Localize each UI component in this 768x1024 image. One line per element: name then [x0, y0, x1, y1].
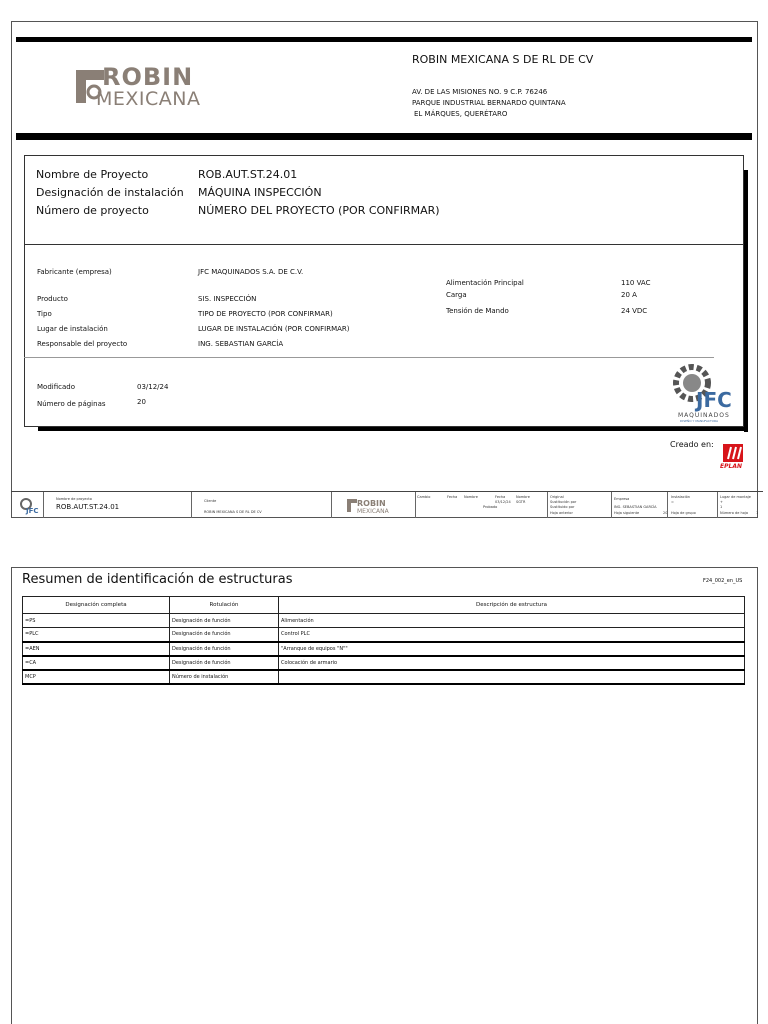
- fabricante-label: Fabricante (empresa): [37, 268, 112, 276]
- header-thick-rule: [16, 133, 752, 140]
- address-line-1: AV. DE LAS MISIONES NO. 9 C.P. 76246: [412, 88, 548, 96]
- tb-divider: [547, 492, 548, 518]
- cell-descripcion: Colocación de armario: [279, 656, 745, 670]
- cell-designacion: MCP: [23, 670, 170, 684]
- tipo-label: Tipo: [37, 310, 52, 318]
- robin-mini-logo: [347, 497, 397, 515]
- table-row: [23, 642, 745, 656]
- tb-lugar-symbol: +: [720, 500, 723, 504]
- summary-title: Resumen de identificación de estructuras: [22, 572, 293, 587]
- cell-descripcion: Control PLC: [279, 628, 745, 642]
- tb-probado: Probado: [483, 505, 498, 509]
- tipo-value: TIPO DE PROYECTO (POR CONFIRMAR): [198, 310, 333, 318]
- cell-designacion: =PLC: [23, 628, 170, 642]
- cell-designacion: =PS: [23, 614, 170, 628]
- tb-divider: [331, 492, 332, 518]
- installation-label: Designación de instalación: [36, 186, 184, 199]
- table-row: [23, 628, 745, 642]
- producto-value: SIS. INSPECCIÓN: [198, 295, 257, 303]
- responsable-value: ING. SEBASTIAN GARCÍA: [198, 340, 284, 348]
- tb-hoja-siguiente-value: 20: [663, 511, 668, 515]
- table-row: [23, 656, 745, 670]
- alimentacion-label: Alimentación Principal: [446, 279, 524, 287]
- project-name-label: Nombre de Proyecto: [36, 168, 149, 181]
- address-line-2: PARQUE INDUSTRIAL BERNARDO QUINTANA: [412, 99, 566, 107]
- header-designacion: Designación completa: [23, 597, 170, 614]
- title-block: [11, 491, 763, 517]
- tb-original: Original: [550, 495, 564, 499]
- carga-label: Carga: [446, 291, 467, 299]
- tb-instalacion: Instalación: [671, 495, 690, 499]
- form-code: F24_002_en_US: [703, 578, 743, 584]
- eplan-logo: [719, 444, 747, 474]
- tb-project-value: ROB.AUT.ST.24.01: [56, 503, 120, 511]
- tb-divider: [191, 492, 192, 518]
- tb-hoja-uno: 1: [720, 505, 723, 509]
- tb-client-value: ROBIN MEXICANA S DE RL DE CV: [204, 510, 262, 514]
- tb-lugar-montaje: Lugar de montaje: [720, 495, 751, 499]
- carga-value: 20 A: [621, 291, 637, 299]
- top-thick-rule: [16, 37, 752, 42]
- installation-value: MÁQUINA INSPECCIÓN: [198, 186, 322, 199]
- tb-project-label: Nombre de proyecto: [56, 497, 92, 501]
- logo-word-mexicana: MEXICANA: [96, 88, 201, 110]
- info-separator-1: [24, 244, 744, 245]
- tb-divider: [415, 492, 416, 518]
- structure-table: [22, 596, 745, 685]
- cell-designacion: =CA: [23, 656, 170, 670]
- tb-col-fecha2: Fecha: [495, 495, 506, 499]
- svg-text:ROBIN: ROBIN: [357, 499, 386, 508]
- tb-col-nombre2: Nombre: [516, 495, 530, 499]
- project-number-value: NÚMERO DEL PROYECTO (POR CONFIRMAR): [198, 204, 440, 217]
- cell-rotulacion: Designación de función: [170, 614, 279, 628]
- info-box-shadow-right: [744, 170, 748, 432]
- jfc-logo-text: MAQUINADOS: [678, 412, 730, 419]
- tb-divider: [717, 492, 718, 518]
- tb-nombre-value: SGTR: [516, 500, 526, 504]
- svg-text:MEXICANA: MEXICANA: [357, 508, 389, 515]
- header-descripcion: Descripción de estructura: [279, 597, 745, 614]
- info-box-shadow-bottom: [38, 427, 748, 431]
- cell-rotulacion: Designación de función: [170, 656, 279, 670]
- cell-designacion: =AEN: [23, 642, 170, 656]
- company-address: [412, 87, 566, 120]
- tb-sustitucion-por: Sustitución por: [550, 500, 577, 504]
- table-row: [23, 614, 745, 628]
- tb-divider: [667, 492, 668, 518]
- info-separator-2: [24, 357, 714, 358]
- cell-rotulacion: Designación de función: [170, 628, 279, 642]
- project-number-label: Número de proyecto: [36, 204, 149, 217]
- tension-label: Tensión de Mando: [446, 307, 509, 315]
- responsable-label: Responsable del proyecto: [37, 340, 128, 348]
- company-name: ROBIN MEXICANA S DE RL DE CV: [412, 53, 594, 66]
- tb-ing-name: ING. SEBASTIAN GARCÍA: [614, 505, 657, 509]
- structure-summary-page: [0, 558, 768, 1024]
- table-header-row: [23, 597, 745, 614]
- lugar-value: LUGAR DE INSTALACIÓN (POR CONFIRMAR): [198, 325, 350, 333]
- lugar-label: Lugar de instalación: [37, 325, 108, 333]
- jfc-logo-subtext: DISEÑO Y MANUFACTURA: [680, 419, 719, 423]
- cell-descripcion: "Arranque de equipos "N"": [279, 642, 745, 656]
- alimentacion-value: 110 VAC: [621, 279, 651, 287]
- tension-value: 24 VDC: [621, 307, 648, 315]
- eplan-text: EPLAN: [720, 463, 742, 470]
- tb-empresa: Empresa: [614, 497, 630, 501]
- tb-fecha-value: 03/12/24: [495, 500, 511, 504]
- modificado-value: 03/12/24: [137, 383, 169, 391]
- tb-divider: [611, 492, 612, 518]
- project-name-value: ROB.AUT.ST.24.01: [198, 168, 298, 181]
- tb-col-nombre: Nombre: [464, 495, 478, 499]
- svg-text:JFC: JFC: [26, 507, 39, 515]
- tb-divider: [43, 492, 44, 518]
- cell-descripcion: Alimentación: [279, 614, 745, 628]
- created-in-label: Creado en:: [670, 440, 714, 449]
- jfc-mini-icon: [19, 497, 39, 515]
- tb-hoja-anterior: Hoja anterior: [550, 511, 573, 515]
- modificado-label: Modificado: [37, 383, 75, 391]
- tb-hoja-siguiente: Hoja siguiente: [614, 511, 640, 515]
- table-row: [23, 670, 745, 684]
- tb-hoja-total: 1: [756, 511, 759, 515]
- cell-rotulacion: Designación de función: [170, 642, 279, 656]
- tb-col-cambio: Cambio: [417, 495, 431, 499]
- tb-instalacion-symbol: =: [671, 500, 674, 504]
- robin-mexicana-logo: [72, 65, 207, 115]
- tb-client-label: Cliente: [204, 499, 217, 503]
- svg-text:JFC: JFC: [696, 388, 732, 412]
- cell-descripcion: [279, 670, 745, 684]
- logo-word-robin: ROBIN: [102, 63, 194, 91]
- jfc-logo: [666, 361, 742, 423]
- tb-sustituido-por: Sustituido por: [550, 505, 575, 509]
- address-line-3: EL MÁRQUES, QUERÉTARO: [414, 110, 508, 118]
- tb-hoja-grupo: Hoja de grupo: [671, 511, 696, 515]
- paginas-value: 20: [137, 398, 146, 406]
- tb-numero-hoja: Número de hoja: [720, 511, 748, 515]
- producto-label: Producto: [37, 295, 68, 303]
- tb-col-fecha: Fecha: [447, 495, 458, 499]
- fabricante-value: JFC MAQUINADOS S.A. DE C.V.: [198, 268, 304, 276]
- header-rotulacion: Rotulación: [170, 597, 279, 614]
- cell-rotulacion: Número de instalación: [170, 670, 279, 684]
- paginas-label: Número de páginas: [37, 400, 106, 408]
